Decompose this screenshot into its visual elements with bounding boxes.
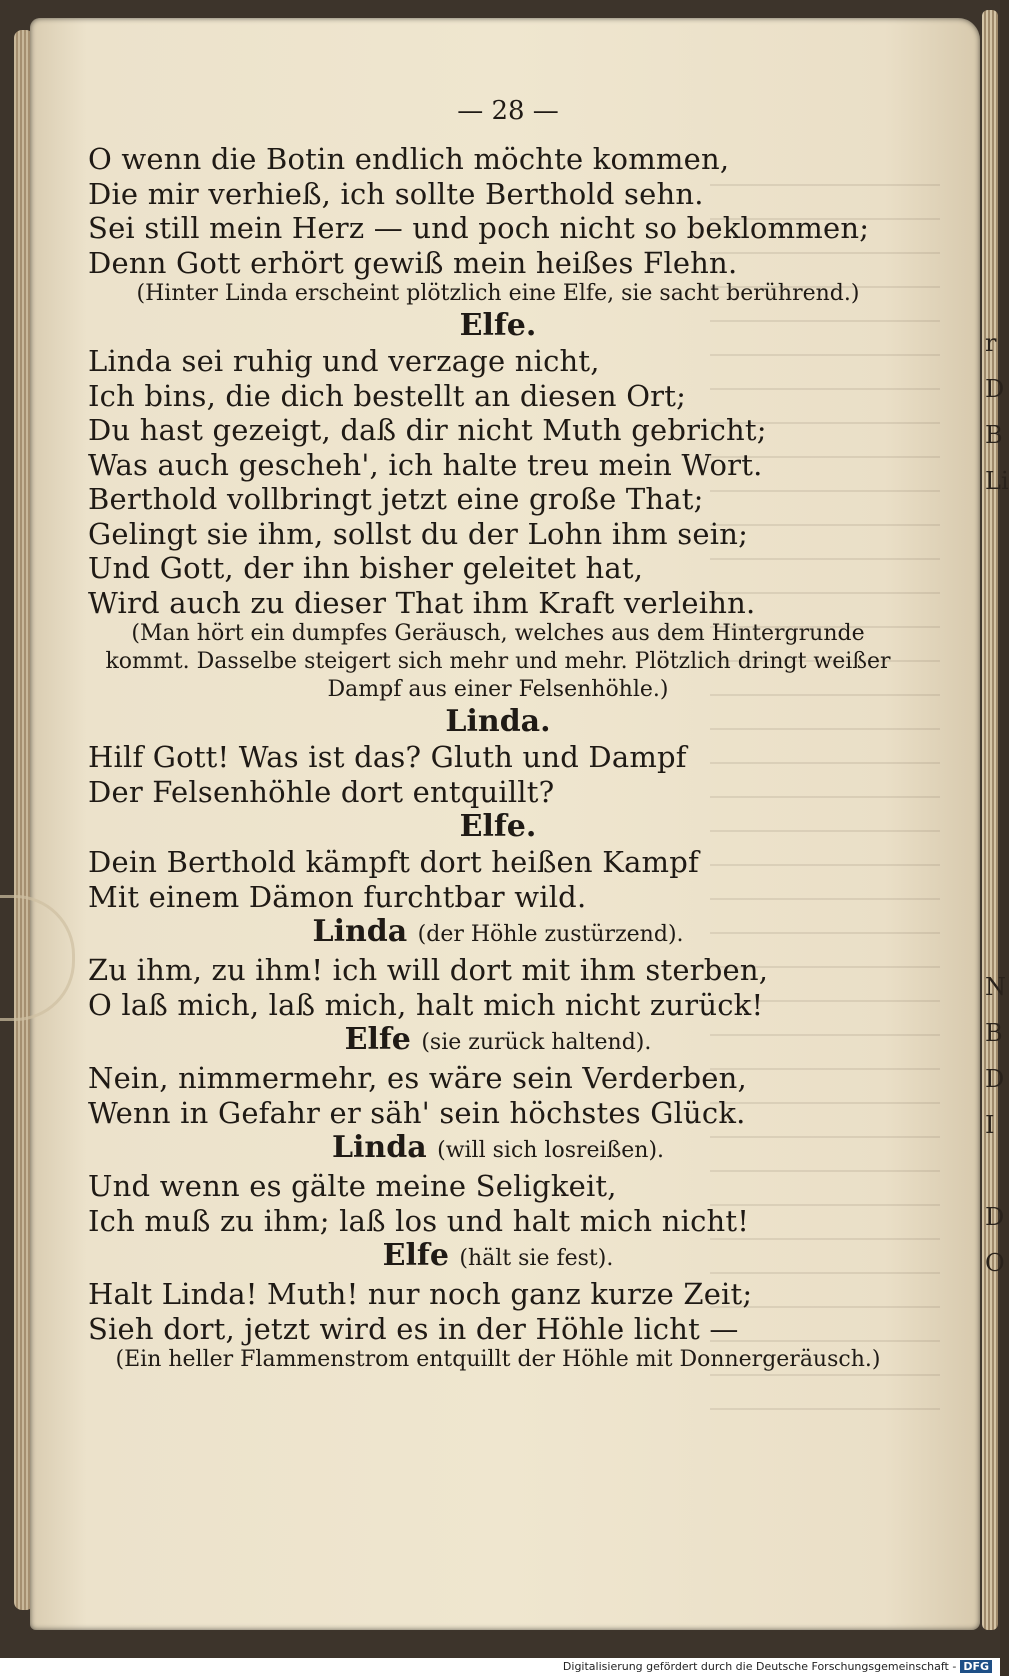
verse-line: Halt Linda! Muth! nur noch ganz kurze Zeit;: [88, 1277, 753, 1311]
speaker-note: (hält sie fest).: [459, 1246, 614, 1271]
speaker-heading: [88, 1238, 908, 1277]
verse-line: O wenn die Botin endlich möchte kommen,: [88, 142, 730, 176]
verse-line: Denn Gott erhört gewiß mein heißes Flehn.: [88, 245, 738, 280]
bleed-letter: r: [985, 329, 997, 357]
speaker-heading: [88, 1022, 908, 1061]
bleed-letter: B: [985, 421, 1003, 449]
verse-line: Sei still mein Herz — und poch nicht so beklommen;: [88, 211, 870, 245]
verse-line: Du hast gezeigt, daß dir nicht Muth gebricht;: [88, 413, 767, 447]
speaker-note: (will sich losreißen).: [437, 1138, 665, 1163]
verse-line: Ich bins, die dich bestellt an diesen Ort;: [88, 378, 687, 413]
next-page-bleed: [985, 320, 1009, 1470]
bleed-letter: [985, 688, 999, 734]
speaker-name: Elfe: [344, 1022, 411, 1057]
bleed-letter: D: [985, 1203, 1005, 1231]
verse-line: Und wenn es gälte meine Seligkeit,: [88, 1169, 617, 1203]
bleed-letter: Li: [985, 467, 1009, 495]
bleed-letter: [985, 642, 999, 688]
speaker-name: Elfe.: [459, 809, 537, 844]
speaker-heading: [88, 1130, 908, 1169]
speaker-heading: [88, 809, 908, 845]
bleed-letter: I: [985, 1111, 995, 1139]
bleed-letter: D: [985, 375, 1005, 403]
verse-line: O laß mich, laß mich, halt mich nicht zurück!: [88, 987, 764, 1022]
speaker-name: Linda: [312, 914, 408, 949]
verse-line: Wenn in Gefahr er säh' sein höchstes Glück.: [88, 1095, 746, 1130]
bleed-letter: D: [985, 1065, 1005, 1093]
page-number: — 28 —: [457, 96, 559, 126]
speaker-note: (sie zurück haltend).: [421, 1030, 652, 1055]
speaker-heading: [88, 704, 908, 740]
verse-line: Was auch gescheh', ich halte treu mein Wort.: [88, 447, 763, 482]
speaker-note: (der Höhle zustürzend).: [417, 922, 684, 947]
verse-line: Und Gott, der ihn bisher geleitet hat,: [88, 551, 644, 585]
speaker-name: Linda.: [445, 704, 551, 739]
dfg-logo: DFG: [960, 1660, 992, 1673]
speaker-name: Elfe.: [459, 308, 537, 343]
stage-direction: (Man hört ein dumpfes Geräusch, welches aus dem Hintergrunde kommt. Dasselbe steigert sich mehr und mehr. Plötzlich dringt weißer Dampf aus einer Felsenhöhle.): [105, 621, 891, 702]
text-blocks: [88, 142, 908, 1374]
stage-direction: (Ein heller Flammenstrom entquillt der Höhle mit Donnergeräusch.): [115, 1347, 881, 1372]
bleed-letter: [985, 826, 999, 872]
verse-line: Mit einem Dämon furchtbar wild.: [88, 879, 587, 914]
verse-line: Der Felsenhöhle dort entquillt?: [88, 774, 555, 809]
verse-line: Berthold vollbringt jetzt eine große That;: [88, 482, 704, 516]
speaker-heading: [88, 308, 908, 344]
bleed-letter: [985, 550, 999, 596]
verse-line: Sieh dort, jetzt wird es in der Höhle licht —: [88, 1311, 739, 1346]
bleed-letter: O: [985, 1249, 1005, 1277]
page-text: [88, 96, 908, 1374]
bleed-letter: [985, 918, 999, 964]
verse-line: Ich muß zu ihm; laß los und halt mich nicht!: [88, 1203, 750, 1238]
bleed-letter: [985, 596, 999, 642]
footer-text: Digitalisierung gefördert durch die Deutsche Forschungsgemeinschaft -: [562, 1660, 957, 1673]
verse-line: Gelingt sie ihm, sollst du der Lohn ihm sein;: [88, 516, 749, 551]
verse-line: Die mir verhieß, ich sollte Berthold sehn.: [88, 176, 704, 211]
bleed-letter: [985, 504, 999, 550]
speaker-name: Linda: [331, 1130, 427, 1165]
speaker-heading: [88, 914, 908, 953]
bleed-letter: [985, 1148, 999, 1194]
verse-line: Wird auch zu dieser That ihm Kraft verleihn.: [88, 585, 756, 620]
verse-line: Nein, nimmermehr, es wäre sein Verderben,: [88, 1061, 747, 1095]
bleed-letter: B: [985, 1019, 1003, 1047]
bleed-letter: [985, 872, 999, 918]
bleed-letter: [985, 780, 999, 826]
verse-line: Linda sei ruhig und verzage nicht,: [88, 344, 600, 378]
verse-line: Dein Berthold kämpft dort heißen Kampf: [88, 845, 699, 879]
verse-line: Zu ihm, zu ihm! ich will dort mit ihm sterben,: [88, 953, 769, 987]
bleed-letter: N: [985, 973, 1006, 1001]
verse-line: Hilf Gott! Was ist das? Gluth und Dampf: [88, 740, 687, 774]
footer-credit: [0, 1658, 1000, 1676]
stage-direction: (Hinter Linda erscheint plötzlich eine Elfe, sie sacht berührend.): [136, 281, 860, 306]
bleed-letter: [985, 734, 999, 780]
speaker-name: Elfe: [382, 1238, 449, 1273]
